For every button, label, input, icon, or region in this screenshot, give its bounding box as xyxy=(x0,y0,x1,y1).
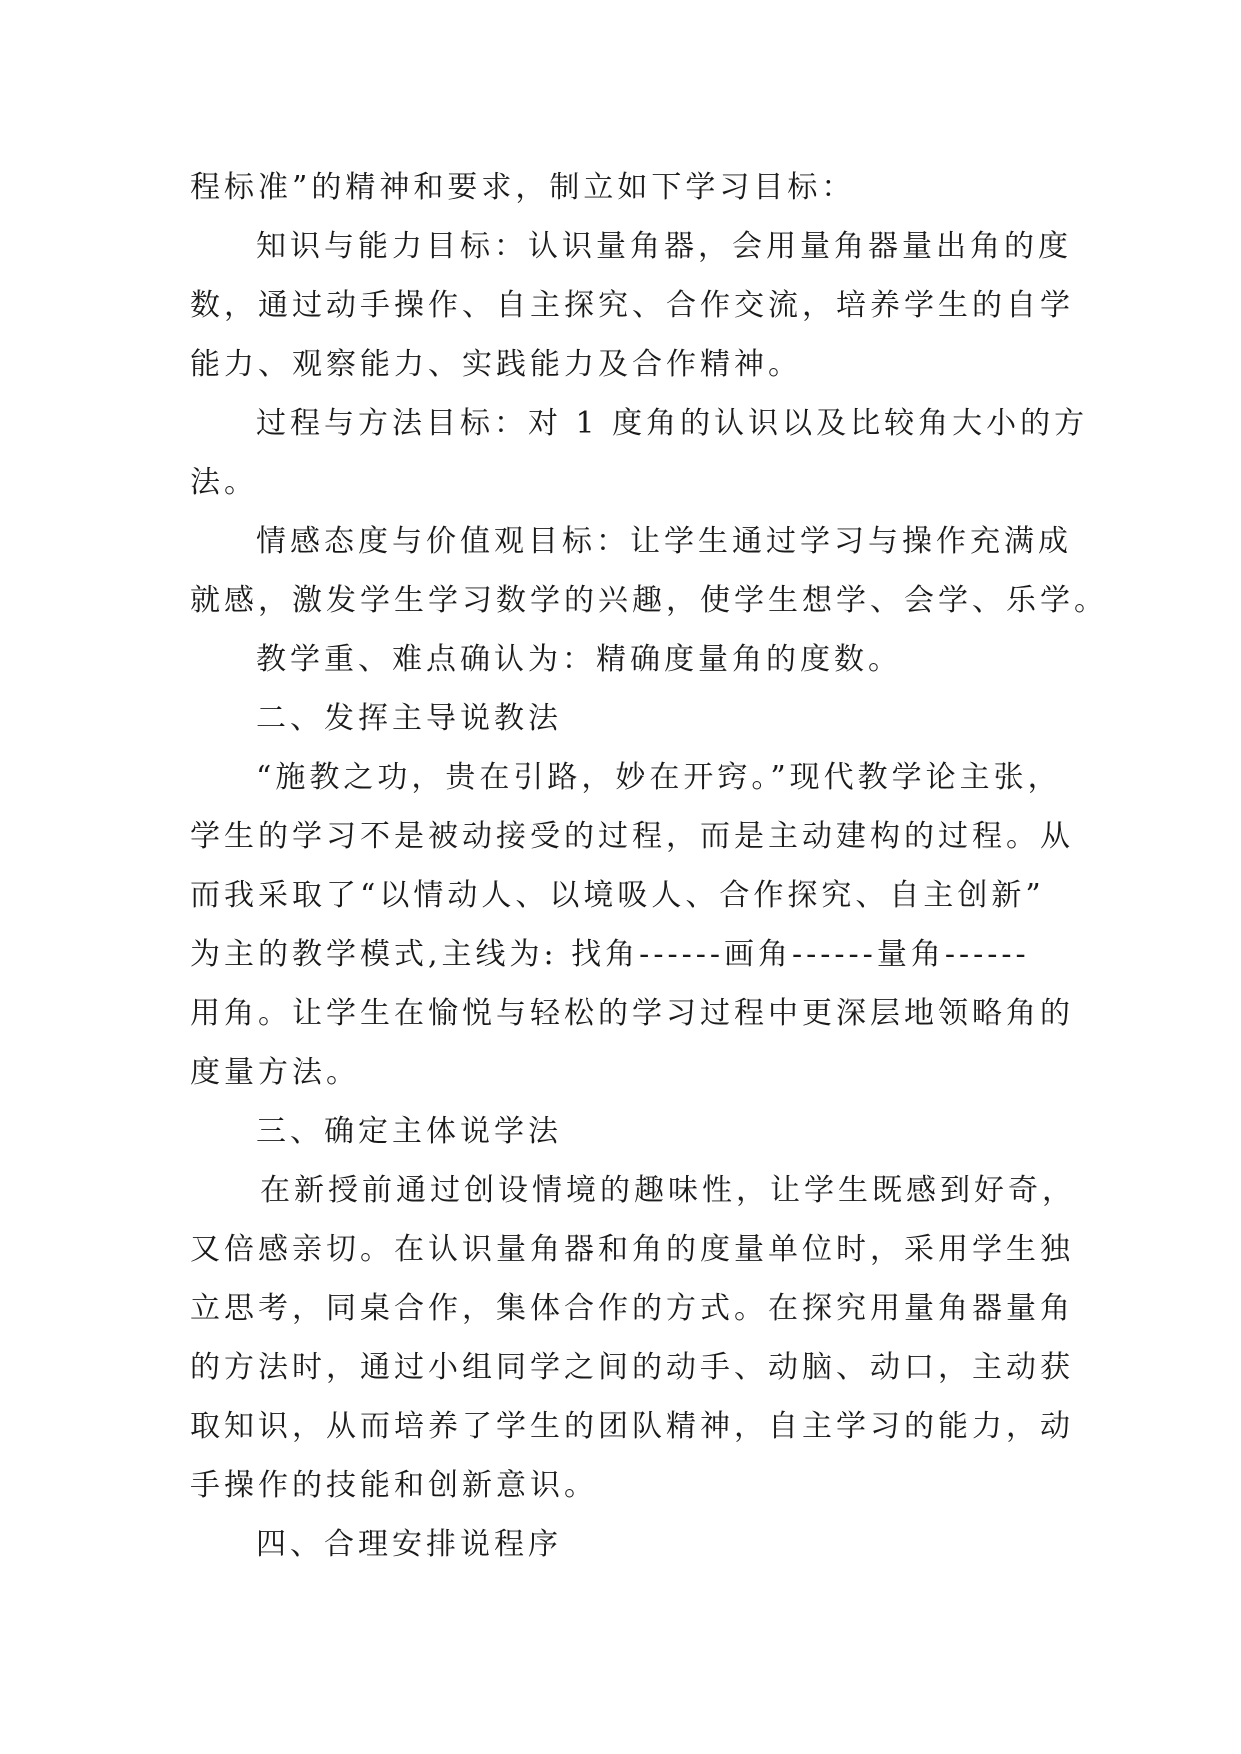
text-line: 度量方法。 xyxy=(190,1055,360,1090)
text-line: 又倍感亲切。在认识量角器和角的度量单位时，采用学生独 xyxy=(190,1232,1074,1267)
text-line: 而我采取了“以情动人、以境吸人、合作探究、自主创新” xyxy=(190,878,1045,913)
text-line: 教学重、难点确认为：精确度量角的度数。 xyxy=(256,642,902,677)
text-line: 学生的学习不是被动接受的过程，而是主动建构的过程。从 xyxy=(190,819,1074,854)
text-line: 取知识，从而培养了学生的团队精神，自主学习的能力，动 xyxy=(190,1409,1074,1444)
text-line: 数，通过动手操作、自主探究、合作交流，培养学生的自学 xyxy=(190,288,1074,323)
document-page xyxy=(190,158,1108,1574)
text-line: 手操作的技能和创新意识。 xyxy=(190,1468,598,1503)
text-line: 立思考，同桌合作，集体合作的方式。在探究用量角器量角 xyxy=(190,1291,1074,1326)
section-heading: 二、发挥主导说教法 xyxy=(256,701,562,736)
text-line: 用角。让学生在愉悦与轻松的学习过程中更深层地领略角的 xyxy=(190,996,1074,1031)
text-line: 为主的教学模式,主线为: 找角------画角------量角------ xyxy=(190,937,1030,972)
section-heading: 三、确定主体说学法 xyxy=(256,1114,562,1149)
text-line: 的方法时，通过小组同学之间的动手、动脑、动口，主动获 xyxy=(190,1350,1074,1385)
text-line: 情感态度与价值观目标：让学生通过学习与操作充满成 xyxy=(256,524,1072,559)
text-line: 程标准”的精神和要求，制立如下学习目标： xyxy=(190,170,856,205)
text-line: 法。 xyxy=(190,465,258,500)
text-line: 过程与方法目标：对 1 度角的认识以及比较角大小的方 xyxy=(256,406,1089,441)
text-line: 在新授前通过创设情境的趣味性，让学生既感到好奇， xyxy=(260,1173,1076,1208)
text-line: 知识与能力目标：认识量角器，会用量角器量出角的度 xyxy=(256,229,1072,264)
text-line: “施教之功，贵在引路，妙在开窍。”现代教学论主张， xyxy=(256,760,1062,795)
text-line: 就感，激发学生学习数学的兴趣，使学生想学、会学、乐学。 xyxy=(190,583,1108,618)
text-line: 能力、观察能力、实践能力及合作精神。 xyxy=(190,347,802,382)
section-heading: 四、合理安排说程序 xyxy=(256,1527,562,1562)
